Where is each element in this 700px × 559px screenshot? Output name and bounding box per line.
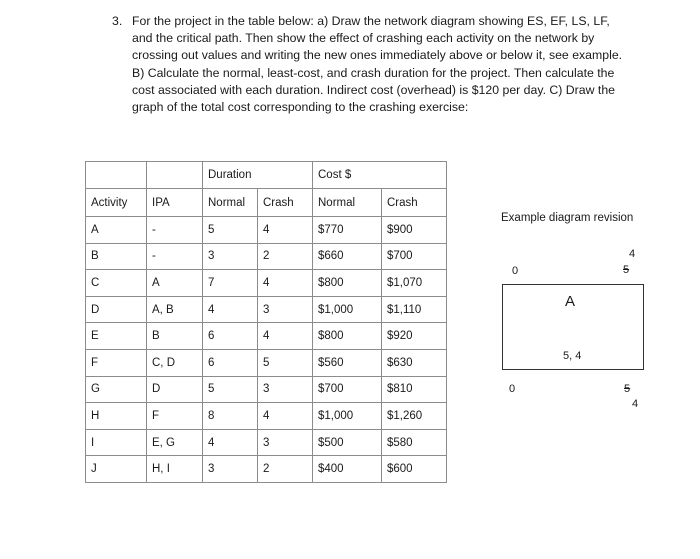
cell-duration-crash: 2 bbox=[258, 243, 313, 270]
cell-cost-normal: $1,000 bbox=[313, 403, 382, 430]
cell-activity: B bbox=[86, 243, 147, 270]
cell-activity: F bbox=[86, 349, 147, 376]
header-duration: Duration bbox=[203, 162, 313, 189]
cell-ipa: E, G bbox=[147, 429, 203, 456]
cell-cost-normal: $1,000 bbox=[313, 296, 382, 323]
cell-activity: I bbox=[86, 429, 147, 456]
cell-cost-normal: $560 bbox=[313, 349, 382, 376]
cell-duration-normal: 4 bbox=[203, 429, 258, 456]
diagram-title: Example diagram revision bbox=[501, 212, 634, 224]
cell-cost-crash: $900 bbox=[382, 217, 447, 244]
late-finish-old: 5 bbox=[624, 383, 631, 395]
cell-duration-normal: 7 bbox=[203, 270, 258, 297]
table-row bbox=[86, 403, 447, 430]
cell-cost-crash: $1,260 bbox=[382, 403, 447, 430]
table-row bbox=[86, 243, 447, 270]
header-ipa: IPA bbox=[147, 189, 203, 217]
cell-ipa: D bbox=[147, 376, 203, 403]
cell-duration-normal: 6 bbox=[203, 349, 258, 376]
header-blank bbox=[86, 162, 147, 189]
cell-activity: G bbox=[86, 376, 147, 403]
cell-cost-normal: $500 bbox=[313, 429, 382, 456]
header-activity: Activity bbox=[86, 189, 147, 217]
header-cost-normal: Normal bbox=[313, 189, 382, 217]
node-duration: 5, 4 bbox=[563, 350, 582, 362]
cell-duration-crash: 4 bbox=[258, 270, 313, 297]
late-start: 0 bbox=[509, 383, 516, 395]
cell-cost-crash: $630 bbox=[382, 349, 447, 376]
cell-duration-normal: 3 bbox=[203, 456, 258, 483]
question-number: 3. bbox=[112, 14, 123, 28]
activity-table bbox=[85, 161, 447, 483]
header-blank bbox=[147, 162, 203, 189]
early-finish-new: 4 bbox=[629, 248, 636, 260]
cell-duration-normal: 6 bbox=[203, 323, 258, 350]
header-cost-crash: Crash bbox=[382, 189, 447, 217]
cell-ipa: F bbox=[147, 403, 203, 430]
table-row bbox=[86, 270, 447, 297]
header-duration-normal: Normal bbox=[203, 189, 258, 217]
header-cost: Cost $ bbox=[313, 162, 447, 189]
cell-activity: A bbox=[86, 217, 147, 244]
late-finish-new: 4 bbox=[632, 398, 639, 410]
cell-ipa: H, I bbox=[147, 456, 203, 483]
cell-cost-crash: $700 bbox=[382, 243, 447, 270]
cell-duration-normal: 4 bbox=[203, 296, 258, 323]
cell-ipa: B bbox=[147, 323, 203, 350]
cell-duration-crash: 4 bbox=[258, 403, 313, 430]
cell-cost-crash: $580 bbox=[382, 429, 447, 456]
cell-ipa: A bbox=[147, 270, 203, 297]
cell-duration-crash: 2 bbox=[258, 456, 313, 483]
cell-duration-normal: 5 bbox=[203, 217, 258, 244]
cell-ipa: - bbox=[147, 243, 203, 270]
table-row bbox=[86, 376, 447, 403]
table-row bbox=[86, 456, 447, 483]
cell-cost-crash: $810 bbox=[382, 376, 447, 403]
header-duration-crash: Crash bbox=[258, 189, 313, 217]
table-row bbox=[86, 323, 447, 350]
node-activity: A bbox=[565, 293, 576, 310]
table-row bbox=[86, 217, 447, 244]
cell-activity: H bbox=[86, 403, 147, 430]
cell-cost-normal: $700 bbox=[313, 376, 382, 403]
cell-activity: C bbox=[86, 270, 147, 297]
table-row bbox=[86, 349, 447, 376]
cell-duration-crash: 4 bbox=[258, 217, 313, 244]
cell-cost-crash: $1,070 bbox=[382, 270, 447, 297]
cell-cost-normal: $400 bbox=[313, 456, 382, 483]
early-finish-old: 5 bbox=[623, 264, 630, 276]
cell-ipa: A, B bbox=[147, 296, 203, 323]
cell-duration-normal: 8 bbox=[203, 403, 258, 430]
cell-cost-normal: $800 bbox=[313, 323, 382, 350]
cell-duration-crash: 4 bbox=[258, 323, 313, 350]
cell-cost-normal: $660 bbox=[313, 243, 382, 270]
cell-duration-crash: 3 bbox=[258, 296, 313, 323]
cell-cost-crash: $600 bbox=[382, 456, 447, 483]
cell-cost-normal: $770 bbox=[313, 217, 382, 244]
question-text: For the project in the table below: a) Draw the network diagram showing ES, EF, LS, LF, and the critical path. Then show the effect of crashing each activity on the network by crossing out values and writing the new ones immediately above or below it, see example. B) Calculate the normal, least-cost, and crash duration for the project. Then calculate the cost associated with each duration. Indirect cost (overhead) is $120 per day. C) Draw the graph of the total cost corresponding to the crashing exercise: bbox=[132, 14, 623, 115]
question bbox=[112, 13, 632, 116]
cell-ipa: - bbox=[147, 217, 203, 244]
cell-cost-normal: $800 bbox=[313, 270, 382, 297]
cell-duration-normal: 3 bbox=[203, 243, 258, 270]
cell-duration-crash: 3 bbox=[258, 429, 313, 456]
cell-duration-crash: 5 bbox=[258, 349, 313, 376]
cell-duration-crash: 3 bbox=[258, 376, 313, 403]
early-start: 0 bbox=[512, 265, 519, 277]
table-group-header-row bbox=[86, 162, 447, 189]
cell-activity: D bbox=[86, 296, 147, 323]
cell-cost-crash: $1,110 bbox=[382, 296, 447, 323]
table-row bbox=[86, 296, 447, 323]
cell-cost-crash: $920 bbox=[382, 323, 447, 350]
cell-ipa: C, D bbox=[147, 349, 203, 376]
cell-activity: J bbox=[86, 456, 147, 483]
table-header-row bbox=[86, 189, 447, 217]
table-row bbox=[86, 429, 447, 456]
cell-duration-normal: 5 bbox=[203, 376, 258, 403]
cell-activity: E bbox=[86, 323, 147, 350]
